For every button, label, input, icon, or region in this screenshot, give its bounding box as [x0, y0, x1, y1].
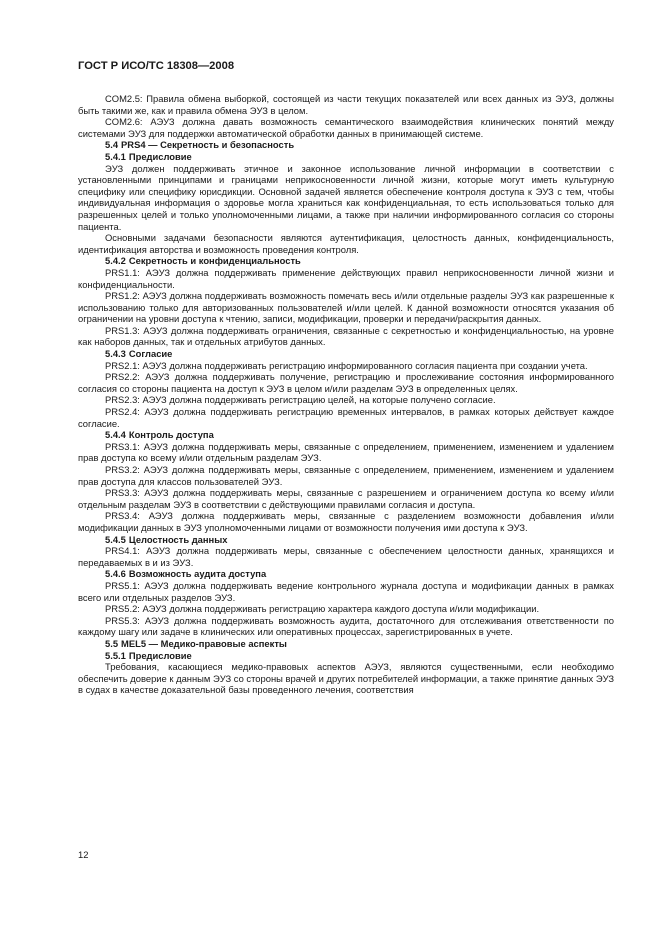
section-title: Контроль доступа — [128, 429, 214, 441]
section-heading — [78, 348, 614, 360]
paragraph: Основными задачами безопасности являются аутентификация, целостность данных, конфиденциальность, идентификация авторства и возможность проведения контроля. — [78, 232, 614, 255]
section-heading — [78, 429, 614, 441]
section-title: Целостность данных — [128, 533, 228, 545]
paragraph: PRS2.2: АЭУЗ должна поддерживать получение, регистрацию и прослеживание состояния информированного согласия со стороны пациента на доступ к ЭУЗ в целом и/или разделам ЭУЗ в определенных целях. — [78, 371, 614, 394]
paragraph: PRS3.3: АЭУЗ должна поддерживать меры, связанные с разрешением и ограничением доступа ко всему и/или отдельным разделам ЭУЗ в соответствии с действующими правилами согласия и доступа. — [78, 487, 614, 510]
section-title: Согласие — [128, 348, 173, 360]
section-heading — [78, 650, 614, 662]
section-number: 5.4.6 — [105, 568, 126, 580]
section-number: 5.4.1 — [105, 150, 126, 162]
section-number: 5.4.4 — [105, 429, 126, 441]
document-header: ГОСТ Р ИСО/ТС 18308—2008 — [78, 60, 235, 72]
section-title: Предисловие — [128, 649, 192, 661]
paragraph: PRS5.3: АЭУЗ должна поддерживать возможность аудита, достаточного для отслеживания ответственности по каждому шагу или задаче в клинических или оперативных процессах, зарегистрированных в учете. — [78, 614, 614, 638]
section-number: 5.4 — [105, 139, 119, 151]
section-title: Предисловие — [128, 150, 192, 162]
paragraph: PRS3.2: АЭУЗ должна поддерживать меры, связанные с определением, применением, изменением и удалением прав доступа для классов пользователей ЭУЗ. — [78, 464, 614, 487]
section-title: MEL5 — Медико-правовые аспекты — [121, 637, 287, 649]
section-heading — [78, 255, 614, 267]
paragraph: ЭУЗ должен поддерживать этичное и законное использование личной информации в соответствии с установленными принципами и границами неприкосновенности личной жизни, которые могут иметь культурную специфику или специфику юрисдикции. Основной задачей является обеспечение контроля доступа к ЭУЗ с тем, чтобы индивидуальная информация о здоровье могла храниться как конфиденциальная, то есть использоваться только для разрешенных целей и только уполномоченными лицами, а также при наличии информированного согласия со стороны пациента. — [78, 162, 614, 232]
paragraph: PRS3.4: АЭУЗ должна поддерживать меры, связанные с разделением возможности добавления и/или модификации данных в ЭУЗ уполномоченными лицами от возможности получения ими доступа к ЭУЗ. — [78, 510, 614, 533]
paragraph: COM2.5: Правила обмена выборкой, состоящей из части текущих показателей или всех данных из ЭУЗ, должны быть такими же, как и правила обмена ЭУЗ в целом. — [78, 93, 614, 116]
paragraph: PRS1.1: АЭУЗ должна поддерживать применение действующих правил неприкосновенности личной жизни и конфиденциальности. — [78, 266, 614, 290]
paragraph: PRS1.3: АЭУЗ должна поддерживать ограничения, связанные с секретностью и конфиденциальностью, на уровне как наборов данных, так и отдельных атрибутов данных. — [78, 324, 614, 348]
section-title: PRS4 — Секретность и безопасность — [121, 139, 295, 151]
paragraph: PRS2.1: АЭУЗ должна поддерживать регистрацию информированного согласия пациента при создании учета. — [105, 359, 588, 371]
section-number: 5.5.1 — [105, 649, 126, 661]
section-number: 5.4.5 — [105, 533, 126, 545]
paragraph: PRS1.2: АЭУЗ должна поддерживать возможность помечать весь и/или отдельные разделы ЭУЗ как разрешенные к использованию только для авторизованных пользователей и/или целей. К данной возможности относятся указания об ограничении на уровни доступа к чтению, записи, модификации, проверки и передачи/раскрытия данных. — [78, 290, 614, 325]
section-heading — [78, 151, 614, 163]
section-number: 5.5 — [105, 637, 119, 649]
section-heading — [78, 139, 614, 151]
paragraph: PRS4.1: АЭУЗ должна поддерживать меры, связанные с обеспечением целостности данных, хранящихся и передаваемых в и из ЭУЗ. — [78, 545, 614, 568]
section-number: 5.4.3 — [105, 348, 126, 360]
paragraph: PRS2.3: АЭУЗ должна поддерживать регистрацию целей, на которые получено согласие. — [105, 394, 496, 406]
section-heading — [78, 534, 614, 546]
section-heading — [78, 638, 614, 650]
paragraph: PRS3.1: АЭУЗ должна поддерживать меры, связанные с определением, применением, изменением и удалением прав доступа ко всему и/или отдельным разделам ЭУЗ. — [78, 440, 614, 464]
paragraph: COM2.6: АЭУЗ должна давать возможность семантического взаимодействия клинических понятий между системами ЭУЗ для поддержки автоматической обработки данных в принимающей системе. — [78, 116, 614, 139]
document-body — [78, 93, 614, 696]
page-number: 12 — [78, 849, 89, 860]
section-heading — [78, 568, 614, 580]
paragraph: PRS5.2: АЭУЗ должна поддерживать регистрацию характера каждого доступа и/или модификации. — [105, 603, 540, 615]
paragraph: PRS2.4: АЭУЗ должна поддерживать регистрацию временных интервалов, в рамках которых действует каждое согласие. — [78, 406, 614, 429]
section-title: Возможность аудита доступа — [128, 568, 267, 580]
paragraph: Требования, касающиеся медико-правовых аспектов АЭУЗ, являются существенными, если необходимо обеспечить доверие к данным ЭУЗ со стороны врачей и других потребителей информации, а также принятие данных ЭУЗ в судах в качестве доказательной базы проведенного лечения, соответствия — [78, 661, 614, 696]
document-page — [78, 60, 614, 696]
section-title: Секретность и конфиденциальность — [128, 255, 301, 267]
section-number: 5.4.2 — [105, 255, 126, 267]
paragraph: PRS5.1: АЭУЗ должна поддерживать ведение контрольного журнала доступа и модификации данных в рамках всего или отдельных разделов ЭУЗ. — [78, 579, 614, 603]
